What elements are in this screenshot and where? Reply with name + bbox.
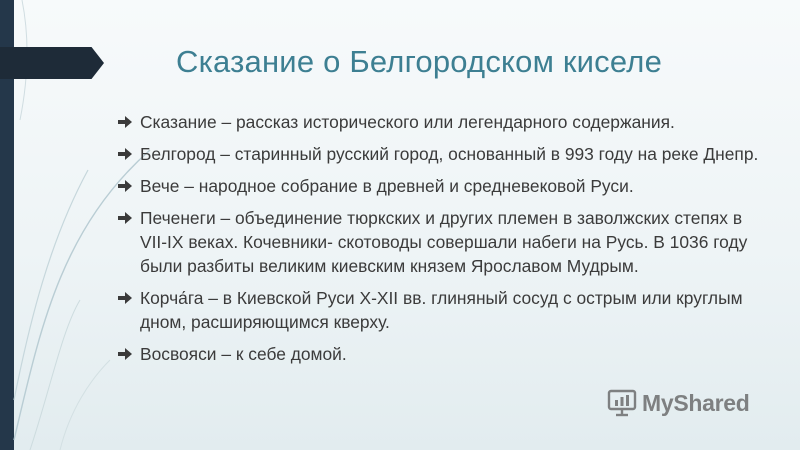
arrow-right-icon: [118, 286, 140, 310]
bullet-item: [118, 206, 768, 278]
bullet-text: Сказание – рассказ исторического или легендарного содержания.: [140, 112, 675, 132]
bullet-item: [118, 342, 768, 366]
bullet-item: [118, 142, 768, 166]
slide-title: Сказание о Белгородском киселе: [176, 44, 663, 79]
arrow-right-icon: [118, 110, 140, 134]
bullet-text: Белгород – старинный русский город, основанный в 993 году на реке Днепр.: [140, 144, 759, 164]
bullet-item: [118, 110, 768, 134]
arrow-right-icon: [118, 174, 140, 198]
bullet-text: Вече – народное собрание в древней и средневековой Руси.: [140, 176, 634, 196]
bullet-text: Восвояси – к себе домой.: [140, 344, 347, 364]
watermark: [607, 388, 750, 418]
arrow-right-icon: [118, 142, 140, 166]
bullet-item: [118, 174, 768, 198]
title-accent-tab: [0, 47, 104, 79]
arrow-right-icon: [118, 206, 140, 230]
arrow-right-icon: [118, 342, 140, 366]
bullet-list: [118, 110, 768, 374]
watermark-text: MyShared: [642, 389, 750, 416]
presentation-board-icon: [607, 388, 637, 418]
bullet-text: Корча́га – в Киевской Руси X-XII вв. глиняный сосуд с острым или круглым дном, расширяющимся кверху.: [140, 288, 743, 332]
bullet-item: [118, 286, 768, 334]
bullet-text: Печенеги – объединение тюркских и других племен в заволжских степях в VII-IX веках. Кочевники- скотоводы совершали набеги на Русь. В 1036 году были разбиты великим киевским князем Ярославом Мудрым.: [140, 208, 748, 276]
